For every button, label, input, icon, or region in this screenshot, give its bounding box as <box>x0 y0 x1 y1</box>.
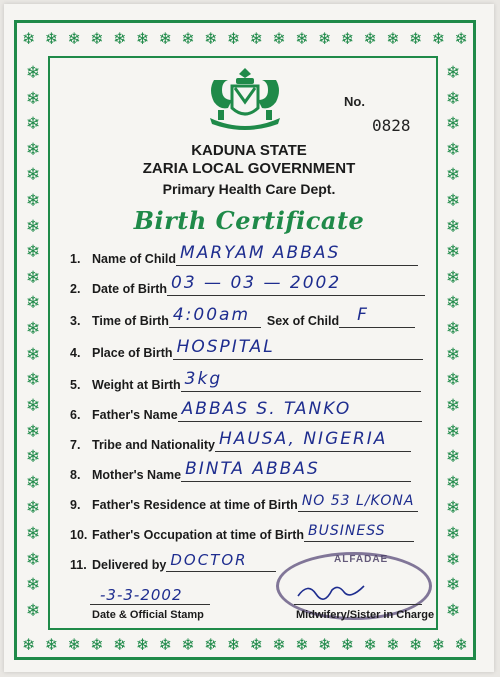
field-number: 11. <box>70 558 87 572</box>
date-signature-line <box>90 604 210 605</box>
field-label: Delivered by <box>92 558 167 572</box>
father-name-value: ABBAS S. TANKO <box>181 399 352 419</box>
stamp-text: ALFADAE <box>334 554 389 565</box>
state-heading: KADUNA STATE <box>191 142 307 159</box>
field-label: Tribe and Nationality <box>92 438 215 452</box>
midwife-signature <box>294 578 374 602</box>
field-label: Time of Birth <box>92 314 169 328</box>
field-line <box>215 431 411 452</box>
bottom-ornament-row: ❄ ❄ ❄ ❄ ❄ ❄ ❄ ❄ ❄ ❄ ❄ ❄ ❄ ❄ ❄ ❄ ❄ ❄ ❄ ❄ <box>22 635 468 654</box>
field-row-mother <box>70 460 411 482</box>
field-row-occupation <box>70 520 414 542</box>
field-line <box>339 307 415 328</box>
field-number: 3. <box>70 314 81 328</box>
weight-value: 3kg <box>184 369 223 389</box>
field-row-time-sex <box>70 306 415 328</box>
field-row-weight <box>70 370 421 392</box>
midwife-signature-line <box>294 604 422 605</box>
field-line <box>181 461 411 482</box>
certificate-title: Birth Certificate <box>133 206 365 235</box>
field-row-delivered <box>70 550 276 572</box>
field-label: Place of Birth <box>92 346 173 360</box>
field-number: 10. <box>70 528 88 542</box>
sex-value: F <box>357 305 369 325</box>
field-number: 4. <box>70 346 81 360</box>
field-line <box>298 491 418 512</box>
field-number: 2. <box>70 282 81 296</box>
field-row-dob <box>70 274 425 296</box>
field-line <box>178 401 422 422</box>
certificate-sheet <box>4 4 494 672</box>
field-line <box>176 245 418 266</box>
field-line <box>167 275 425 296</box>
place-of-birth-value: HOSPITAL <box>176 337 275 357</box>
field-row-tribe <box>70 430 411 452</box>
midwife-label: Midwifery/Sister in Charge <box>296 609 435 621</box>
delivered-by-value: DOCTOR <box>170 551 248 569</box>
field-label: Father's Name <box>92 408 178 422</box>
field-line <box>304 521 414 542</box>
field-label: Sex of Child <box>266 314 340 328</box>
field-label: Date of Birth <box>92 282 167 296</box>
stamp-date-value: -3-3-2002 <box>100 586 183 604</box>
lga-heading: ZARIA LOCAL GOVERNMENT <box>142 160 356 177</box>
department-heading: Primary Health Care Dept. <box>162 181 336 197</box>
field-label: Name of Child <box>92 252 177 266</box>
field-number: 5. <box>70 378 81 392</box>
occupation-value: BUSINESS <box>308 523 386 539</box>
mother-name-value: BINTA ABBAS <box>185 459 320 479</box>
field-row-father <box>70 400 422 422</box>
right-ornament-column: ❄ ❄ ❄ ❄ ❄ ❄ ❄ ❄ ❄ ❄ ❄ ❄ ❄ ❄ ❄ ❄ ❄ ❄ ❄ ❄ ❄ ❄ <box>446 63 461 621</box>
field-label: Father's Residence at time of Birth <box>92 498 298 512</box>
field-line <box>166 551 276 572</box>
serial-number: 0828 <box>372 116 411 135</box>
field-row-name <box>70 244 418 266</box>
dob-value: 03 — 03 — 2002 <box>171 273 342 293</box>
field-label: Father's Occupation at time of Birth <box>92 528 305 542</box>
field-label: Mother's Name <box>92 468 182 482</box>
field-line <box>169 307 261 328</box>
left-ornament-column: ❄ ❄ ❄ ❄ ❄ ❄ ❄ ❄ ❄ ❄ ❄ ❄ ❄ ❄ ❄ ❄ ❄ ❄ ❄ ❄ ❄ ❄ <box>26 63 41 621</box>
field-number: 1. <box>70 252 81 266</box>
coat-of-arms-emblem <box>200 66 290 136</box>
residence-value: NO 53 L/KONA <box>301 493 415 509</box>
top-ornament-row: ❄ ❄ ❄ ❄ ❄ ❄ ❄ ❄ ❄ ❄ ❄ ❄ ❄ ❄ ❄ ❄ ❄ ❄ ❄ ❄ <box>22 29 468 48</box>
field-number: 9. <box>70 498 81 512</box>
field-line <box>181 371 421 392</box>
child-name-value: MARYAM ABBAS <box>180 243 341 263</box>
field-number: 8. <box>70 468 81 482</box>
time-of-birth-value: 4:00am <box>172 305 251 325</box>
serial-label: No. <box>344 94 365 109</box>
field-label: Weight at Birth <box>92 378 181 392</box>
field-number: 7. <box>70 438 81 452</box>
field-row-residence <box>70 490 418 512</box>
field-line <box>173 339 423 360</box>
field-number: 6. <box>70 408 81 422</box>
date-stamp-label: Date & Official Stamp <box>92 609 204 621</box>
tribe-value: HAUSA, NIGERIA <box>218 429 388 449</box>
field-row-place <box>70 338 423 360</box>
